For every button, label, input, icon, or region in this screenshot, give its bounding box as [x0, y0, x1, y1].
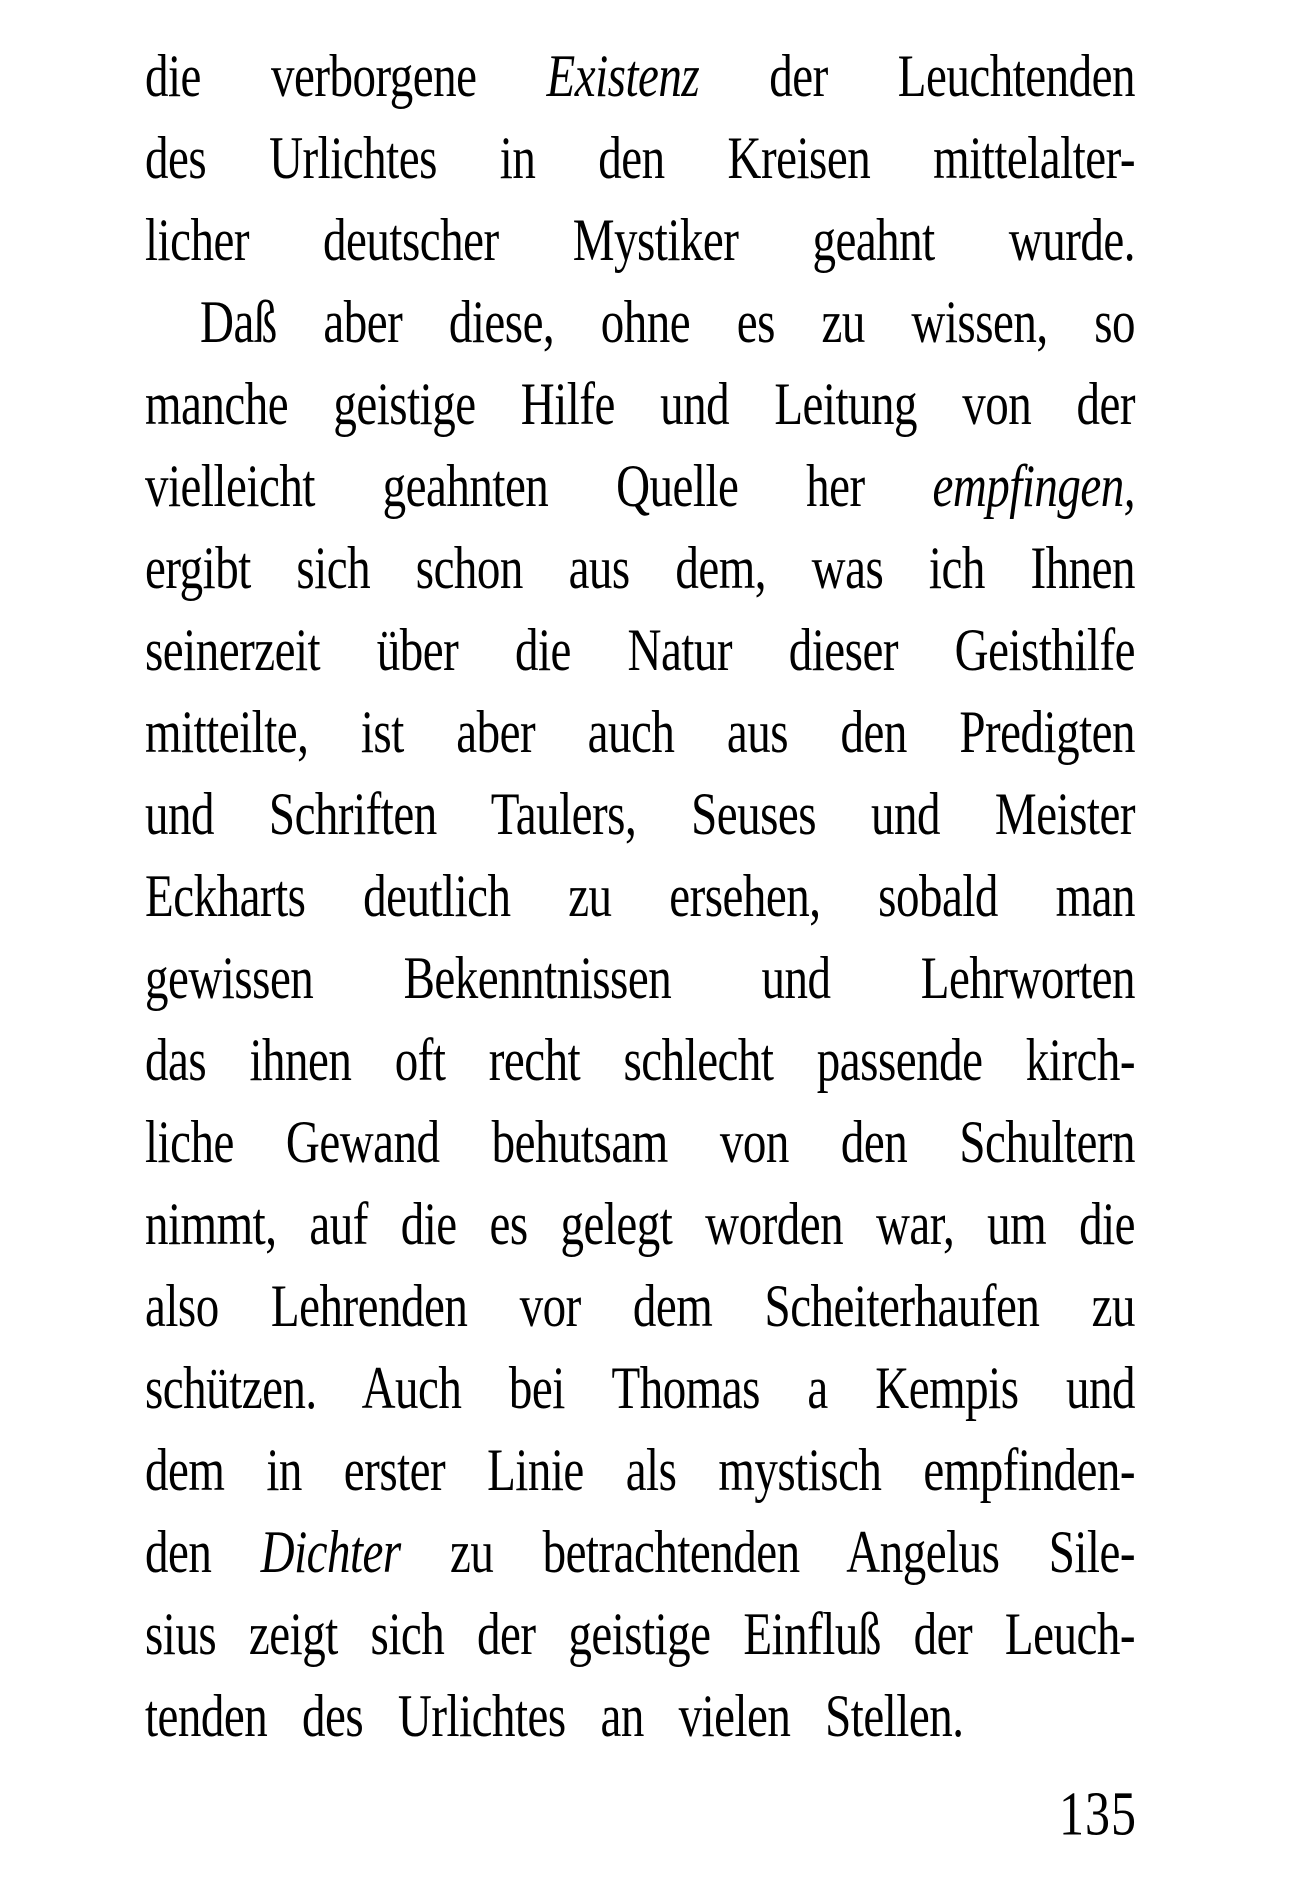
text-line — [145, 1665, 1135, 1770]
text-run: der Leuchtenden — [699, 43, 1135, 111]
text-run: mitteilte, ist aber auch aus den Predigten — [145, 699, 1135, 767]
text-run: des Urlichtes in den Kreisen mittelalter- — [145, 125, 1135, 193]
italic-text-run: Existenz — [546, 43, 700, 111]
text-run: vielleicht geahnten Quelle her — [145, 453, 933, 521]
text-run: Eckharts deutlich zu ersehen, sobald man — [145, 863, 1135, 931]
text-run: nimmt, auf die es gelegt worden war, um die — [145, 1191, 1135, 1259]
text-run: sius zeigt sich der geistige Einfluß der Leuch- — [145, 1601, 1135, 1669]
text-run: manche geistige Hilfe und Leitung von der — [145, 371, 1135, 439]
text-run: ergibt sich schon aus dem, was ich Ihnen — [145, 535, 1135, 603]
text-run: gewissen Bekenntnissen und Lehrworten — [145, 945, 1135, 1013]
text-run: also Lehrenden vor dem Scheiterhaufen zu — [145, 1273, 1135, 1341]
text-run: schützen. Auch bei Thomas a Kempis und — [145, 1355, 1135, 1423]
text-run: zu betrachtenden Angelus Sile- — [400, 1519, 1135, 1587]
italic-text-run: Dichter — [260, 1519, 401, 1587]
text-run: tenden des Urlichtes an vielen Stellen. — [145, 1683, 964, 1751]
text-run: und Schriften Taulers, Seuses und Meister — [145, 781, 1135, 849]
text-run: licher deutscher Mystiker geahnt wurde. — [145, 207, 1135, 275]
text-run: liche Gewand behutsam von den Schultern — [145, 1109, 1135, 1177]
text-run: dem in erster Linie als mystisch empfinden- — [145, 1437, 1135, 1505]
text-run: das ihnen oft recht schlecht passende kirch- — [145, 1027, 1135, 1095]
text-run: den — [145, 1519, 261, 1587]
text-run: seinerzeit über die Natur dieser Geisthilfe — [145, 617, 1135, 685]
italic-text-run: empfingen, — [932, 453, 1135, 521]
text-run: die verborgene — [145, 43, 547, 111]
page-text — [145, 36, 1135, 1758]
page-number: 135 — [1059, 1778, 1137, 1848]
text-run: Daß aber diese, ohne es zu wissen, so — [200, 289, 1135, 357]
